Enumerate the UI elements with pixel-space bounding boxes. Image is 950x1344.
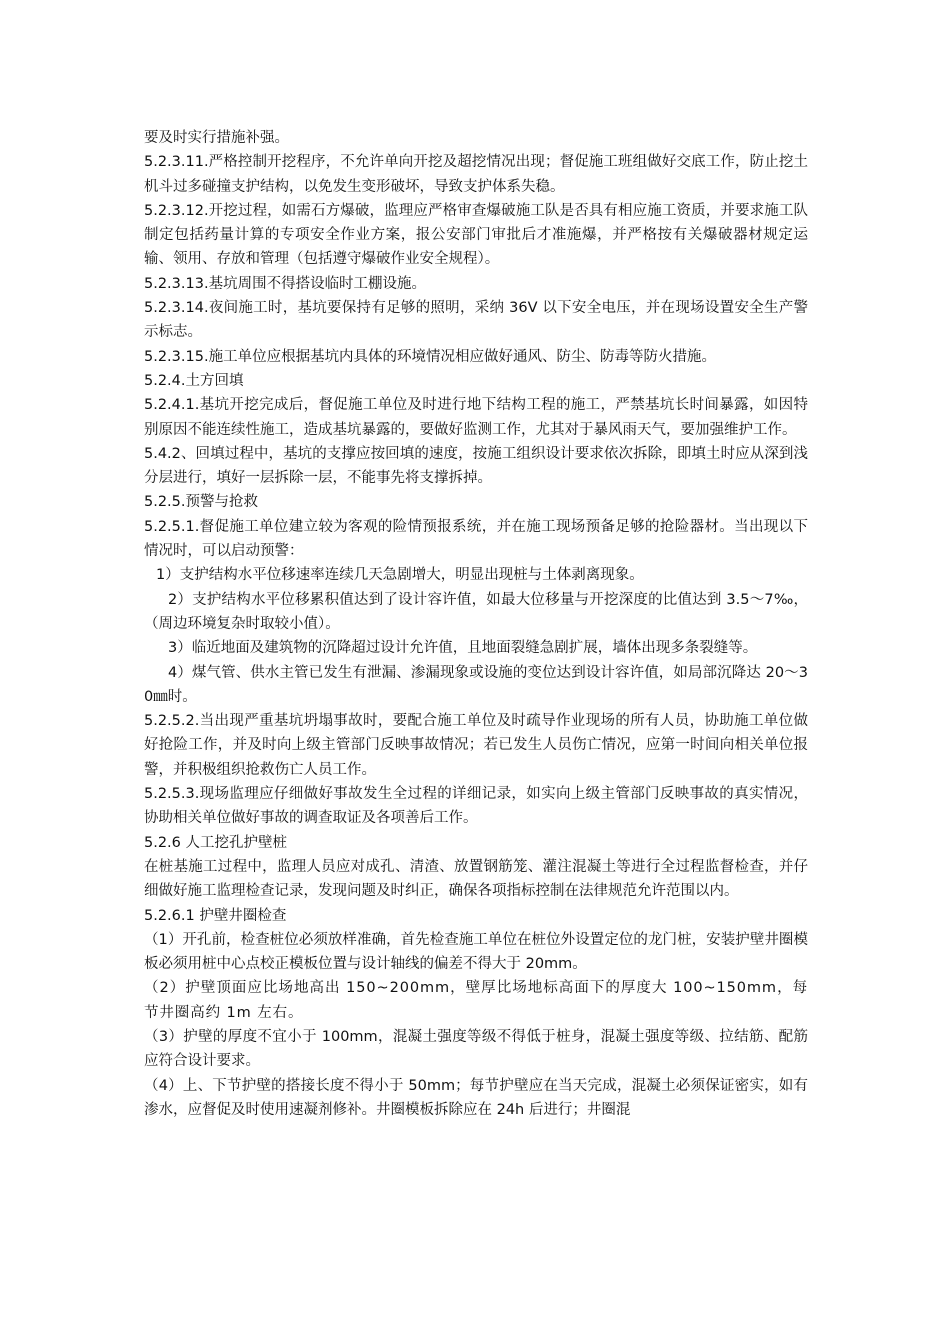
list-item: 3）临近地面及建筑物的沉降超过设计允许值，且地面裂缝急剧扩展，墙体出现多条裂缝等。 [168, 640, 758, 657]
paragraph: 5.2.3.12.开挖过程，如需石方爆破，监理应严格审查爆破施工队是否具有相应施工资质，并要求施工队制定包括药量计算的专项安全作业方案，报公安部门审批后才准施爆，并严格按有关爆破器材规定运输、领用、存放和管理（包括遵守爆破作业安全规程）。 [144, 202, 808, 268]
paragraph: 5.2.4.1.基坑开挖完成后，督促施工单位及时进行地下结构工程的施工，严禁基坑长时间暴露，如因特别原因不能连续性施工，造成基坑暴露的，要做好监测工作，尤其对于暴风雨天气，要加强维护工作。 [144, 397, 808, 438]
paragraph: 5.2.5.2.当出现严重基坑坍塌事故时，要配合施工单位及时疏导作业现场的所有人员，协助施工单位做好抢险工作，并及时向上级主管部门反映事故情况；若已发生人员伤亡情况，应第一时间向相关单位报警，并积极组织抢救伤亡人员工作。 [144, 713, 808, 778]
section-heading: 5.2.5.预警与抢救 [144, 494, 259, 511]
paragraph: 在桩基施工过程中，监理人员应对成孔、清渣、放置钢筋笼、灌注混凝土等进行全过程监督检查，并仔细做好施工监理检查记录，发现问题及时纠正，确保各项指标控制在法律规范允许范围以内。 [144, 858, 808, 900]
list-item: 4）煤气管、供水主管已发生有泄漏、渗漏现象或设施的变位达到设计容许值，如局部沉降达 20～30㎜时。 [144, 664, 808, 705]
paragraph: 5.2.3.14.夜间施工时，基坑要保持有足够的照明，采纳 36V 以下安全电压，并在现场设置安全生产警示标志。 [144, 300, 808, 341]
paragraph: 5.2.3.11.严格控制开挖程序，不允许单向开挖及超挖情况出现；督促施工班组做好交底工作，防止挖土机斗过多碰撞支护结构，以免发生变形破坏，导致支护体系失稳。 [144, 154, 808, 195]
list-item: 1）支护结构水平位移速率连续几天急剧增大，明显出现桩与土体剥离现象。 [156, 567, 644, 584]
section-heading: 5.2.6 人工挖孔护壁桩 [144, 834, 288, 851]
list-item: 2）支护结构水平位移累积值达到了设计容许值，如最大位移量与开挖深度的比值达到 3.5～7‰，（周边环境复杂时取较小值）。 [144, 591, 808, 632]
list-item: （2）护壁顶面应比场地高出 150~200mm，壁厚比场地标高面下的厚度大 100~150mm，每节井圈高约 1m 左右。 [144, 980, 808, 1021]
section-heading: 5.2.6.1 护壁井圈检查 [144, 907, 287, 924]
paragraph: 5.2.5.1.督促施工单位建立较为客观的险情预报系统，并在施工现场预备足够的抢险器材。当出现以下情况时，可以启动预警： [144, 518, 808, 560]
paragraph: 5.2.3.13.基坑周围不得搭设临时工棚设施。 [144, 275, 427, 292]
list-item: （4）上、下节护壁的搭接长度不得小于 50mm；每节护壁应在当天完成，混凝土必须保证密实，如有渗水，应督促及时使用速凝剂修补。井圈模板拆除应在 24h 后进行；井圈混 [144, 1077, 808, 1118]
paragraph: 要及时实行措施补强。 [144, 130, 289, 146]
paragraph: 5.2.3.15.施工单位应根据基坑内具体的环境情况相应做好通风、防尘、防毒等防火措施。 [144, 348, 717, 365]
list-item: （1）开孔前，检查桩位必须放样准确，首先检查施工单位在桩位外设置定位的龙门桩，安装护壁井圈模板必须用桩中心点校正模板位置与设计轴线的偏差不得大于 20mm。 [144, 931, 808, 973]
list-item: （3）护壁的厚度不宜小于 100mm，混凝土强度等级不得低于桩身，混凝土强度等级、拉结筋、配筋应符合设计要求。 [144, 1028, 808, 1070]
section-heading: 5.2.4.土方回填 [144, 372, 244, 389]
document-page [144, 126, 808, 1122]
paragraph: 5.2.5.3.现场监理应仔细做好事故发生全过程的详细记录，如实向上级主管部门反映事故的真实情况，协助相关单位做好事故的调查取证及各项善后工作。 [144, 786, 808, 827]
paragraph: 5.4.2、回填过程中，基坑的支撑应按回填的速度，按施工组织设计要求依次拆除，即填土时应从深到浅分层进行，填好一层拆除一层，不能事先将支撑拆掉。 [144, 445, 808, 487]
